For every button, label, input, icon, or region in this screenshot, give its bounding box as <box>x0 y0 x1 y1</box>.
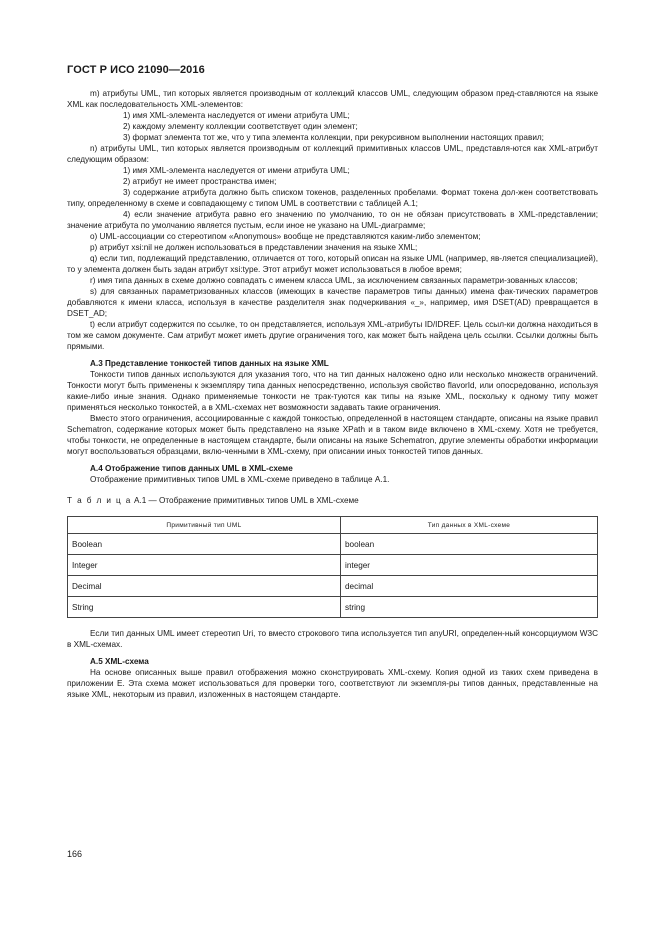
table-cell-xml: boolean <box>341 534 598 555</box>
section-heading: А.3 Представление тонкостей типов данных на языке XML <box>90 359 329 368</box>
table-row <box>68 597 598 618</box>
page-number: 166 <box>67 849 83 859</box>
paragraphs-before-table <box>67 88 598 485</box>
table-cell-uml: Boolean <box>68 534 341 555</box>
paragraph: s) для связанных параметризованных классов (имеющих в качестве параметров типы данных) имена фак-тических параметров добавляются к имени класса, используя в качестве разделителя знак подчеркивания «_», например, имя DSET(AD) превращается в DSET_AD; <box>67 287 598 318</box>
table-cell-uml: Integer <box>68 555 341 576</box>
table-cell-uml: String <box>68 597 341 618</box>
table-header-row <box>68 517 598 534</box>
paragraph: Вместо этого ограничения, ассоциированные с каждой тонкостью, определенной в настоящем стандарте, описаны на языке правил Schematron, содержание которых может быть представлено на языке XPath и в таком виде включено в XML-схему. Хотя не требуется, чтобы тонкости, не определенные в настоящем стандарте, были описаны на языке Schematron, другие элементы обработки информации могут воспользоваться образцами, вклю-ченными в XML-схему, при описании иных тонкостей типов данных. <box>67 414 598 456</box>
paragraph: На основе описанных выше правил отображения можно сконструировать XML-схему. Копия одной из таких схем приведена в приложении Е. Эта схема может использоваться для проверки того, соответствуют ли экземпля-ры типов данных, представленные на языке XML, некоторым из правил, изложенных в настоящем стандарте. <box>67 668 598 699</box>
table-row <box>68 534 598 555</box>
paragraph: r) имя типа данных в схеме должно совпадать с именем класса UML, за исключением связанных параметри-зованных классов; <box>90 276 578 285</box>
document-header: ГОСТ Р ИСО 21090—2016 <box>67 64 205 76</box>
paragraph: p) атрибут xsi:nil не должен использоваться в представлении значения на языке XML; <box>90 243 418 252</box>
paragraph: m) атрибуты UML, тип которых является производным от коллекций классов UML, следующим образом пред-ставляются на языке XML как последовательность XML-элементов: <box>67 89 598 109</box>
paragraph: Если тип данных UML имеет стереотип Uri, то вместо строкового типа используется тип anyURI, определен-ный консорциумом W3C в XML-схемах. <box>67 629 598 649</box>
paragraph: 4) если значение атрибута равно его значению по умолчанию, то он не обязан присутствовать в XML-представлении; значение атрибута по умолчанию является пустым, если иное не указано на UML-диаграмме; <box>67 210 598 230</box>
table-cell-xml: integer <box>341 555 598 576</box>
section-heading: А.4 Отображение типов данных UML в XML-схеме <box>90 464 293 473</box>
paragraph: 1) имя XML-элемента наследуется от имени атрибута UML; <box>123 166 350 175</box>
table-cell-xml: string <box>341 597 598 618</box>
paragraph: o) UML-ассоциации со стереотипом «Anonymous» вообще не представляются каким-либо элементом; <box>90 232 481 241</box>
document-body <box>67 88 598 700</box>
table-caption-prefix: Т а б л и ц а <box>67 496 132 505</box>
table-row <box>68 555 598 576</box>
table-caption <box>67 495 598 506</box>
paragraph: 2) каждому элементу коллекции соответствует один элемент; <box>123 122 358 131</box>
paragraph: 1) имя XML-элемента наследуется от имени атрибута UML; <box>123 111 350 120</box>
table-row <box>68 576 598 597</box>
paragraph: Тонкости типов данных используются для указания того, что на тип данных наложено одно или несколько множеств ограничений. Тонкости могут быть применены к экземпляру типа данных непосредственно, используя свойство flavorId, или опосредованно, используя какие-либо иные знания. Однако применяемые тонкости не трак-туются как типы на языке XML, поскольку к одному типу может применяться несколько тонкостей, а в XML-схемах нет возможности задавать такие ограничения. <box>67 370 598 412</box>
paragraph: 2) атрибут не имеет пространства имен; <box>123 177 277 186</box>
section-heading: А.5 XML-схема <box>90 657 149 666</box>
mapping-table <box>67 516 598 618</box>
paragraphs-after-table <box>67 628 598 700</box>
paragraph: Отображение примитивных типов UML в XML-схеме приведено в таблице А.1. <box>90 475 390 484</box>
table-cell-xml: decimal <box>341 576 598 597</box>
paragraph: 3) формат элемента тот же, что у типа элемента коллекции, при рекурсивном выполнении настоящих правил; <box>123 133 544 142</box>
table-header-uml: Примитивный тип UML <box>68 517 341 534</box>
table-header-xml: Тип данных в XML-схеме <box>341 517 598 534</box>
paragraph: n) атрибуты UML, тип которых является производным от коллекций примитивных классов UML, представля-ются как XML-атрибут следующим образом: <box>67 144 598 164</box>
paragraph: t) если атрибут содержится по ссылке, то он представляется, используя XML-атрибуты ID/IDREF. Цель ссыл-ки должна находиться в том же самом документе. Сам атрибут может иметь другие ограничения того, как может быть найдена цель ссылки. Ссылки должны быть прямыми. <box>67 320 598 351</box>
paragraph: q) если тип, подлежащий представлению, отличается от того, который описан на языке UML (например, яв-ляется специализацией), то у элемента должен быть задан атрибут xsi:type. Этот атрибут может использоваться в любое время; <box>67 254 598 274</box>
table-cell-uml: Decimal <box>68 576 341 597</box>
table-caption-title: А.1 — Отображение примитивных типов UML в XML-схеме <box>131 496 359 505</box>
paragraph: 3) содержание атрибута должно быть списком токенов, разделенных пробелами. Формат токена дол-жен соответствовать типу, определенному в схеме и совпадающему с типом UML в соответствии с таблицей А.1; <box>67 188 598 208</box>
